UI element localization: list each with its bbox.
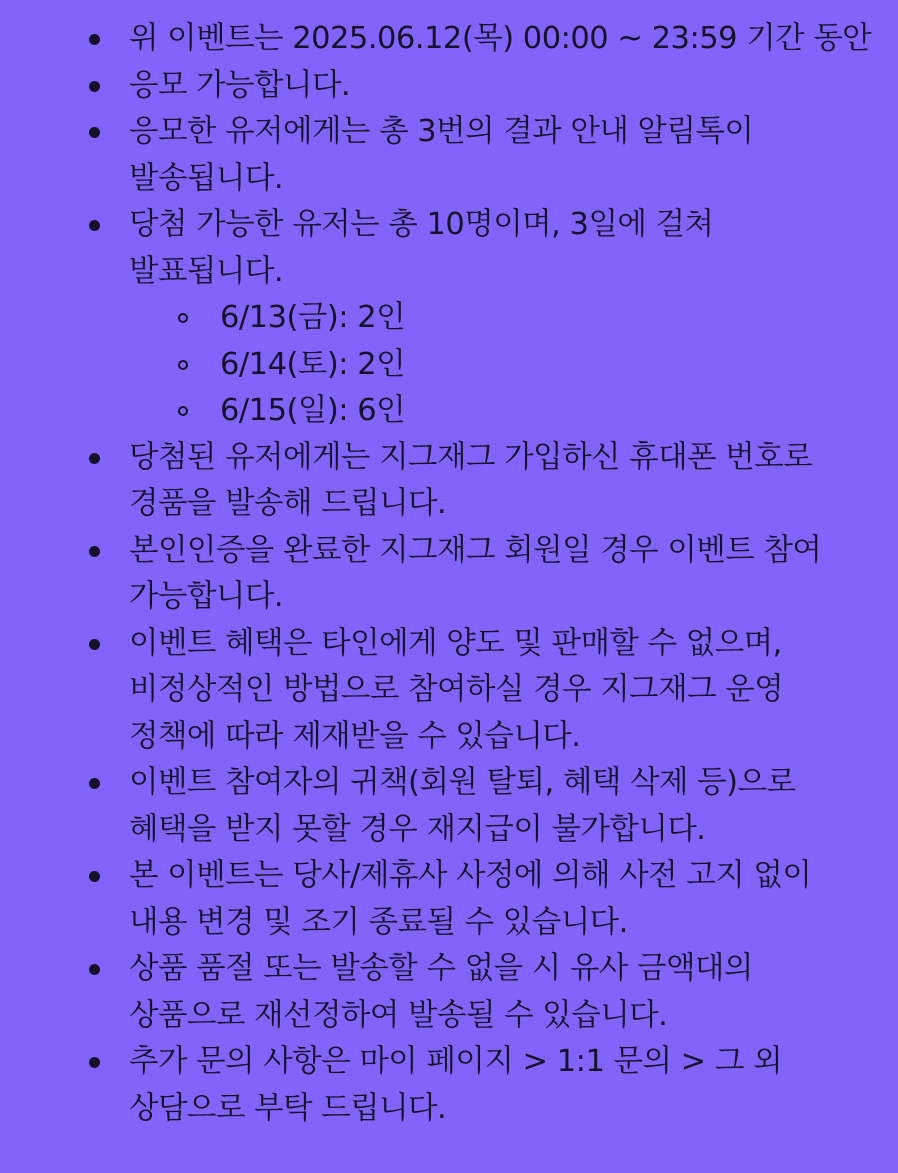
schedule-item: [129, 342, 872, 389]
bullet-dot-icon: [89, 220, 100, 231]
notice-text: 당첨 가능한 유저는 총 10명이며, 3일에 걸쳐 발표됩니다.: [129, 207, 714, 289]
notice-text: 당첨된 유저에게는 지그재그 가입하신 휴대폰 번호로 경품을 발송해 드립니다.: [129, 439, 813, 521]
notice-item-winners: [0, 202, 898, 435]
notice-item-result-alerts: [0, 109, 898, 202]
bullet-dot-icon: [89, 778, 100, 789]
schedule-item: [129, 295, 872, 342]
notice-text: 응모한 유저에게는 총 3번의 결과 안내 알림톡이 발송됩니다.: [129, 114, 754, 196]
notice-item-substitute-prize: [0, 946, 898, 1039]
notice-list: [0, 16, 898, 1132]
bullet-circle-icon: [178, 360, 188, 370]
announcement-schedule: [129, 295, 872, 435]
bullet-dot-icon: [89, 871, 100, 882]
notice-item-period: [0, 16, 898, 63]
bullet-dot-icon: [89, 81, 100, 92]
notice-text: 상품 품절 또는 발송할 수 없을 시 유사 금액대의 상품으로 재선정하여 발송될 수 있습니다.: [129, 951, 753, 1033]
bullet-dot-icon: [89, 453, 100, 464]
schedule-text: 6/14(토): 2인: [220, 346, 406, 382]
notice-text: 본인인증을 완료한 지그재그 회원일 경우 이벤트 참여 가능합니다.: [129, 532, 822, 614]
bullet-circle-icon: [178, 406, 188, 416]
notice-text: 본 이벤트는 당사/제휴사 사정에 의해 사전 고지 없이 내용 변경 및 조기 종료될 수 있습니다.: [129, 858, 812, 940]
notice-item-prize-delivery: [0, 435, 898, 528]
bullet-dot-icon: [89, 964, 100, 975]
notice-text: 이벤트 참여자의 귀책(회원 탈퇴, 혜택 삭제 등)으로 혜택을 받지 못할 경우 재지급이 불가합니다.: [129, 765, 796, 847]
notice-item-change-notice: [0, 853, 898, 946]
notice-text: 이벤트 혜택은 타인에게 양도 및 판매할 수 없으며, 비정상적인 방법으로 참여하실 경우 지그재그 운영 정책에 따라 제재받을 수 있습니다.: [129, 625, 784, 754]
notice-item-non-transferable: [0, 621, 898, 761]
notice-item-verification: [0, 528, 898, 621]
notice-item-entry-available: [0, 63, 898, 110]
schedule-item: [129, 388, 872, 435]
schedule-text: 6/15(일): 6인: [220, 393, 406, 428]
bullet-circle-icon: [178, 313, 188, 323]
notice-text: 추가 문의 사항은 마이 페이지 > 1:1 문의 > 그 외 상담으로 부탁 드립니다.: [129, 1044, 783, 1126]
bullet-dot-icon: [89, 1057, 100, 1068]
notice-text: 위 이벤트는 2025.06.12(목) 00:00 ~ 23:59 기간 동안: [129, 21, 872, 56]
notice-item-inquiry: [0, 1039, 898, 1132]
bullet-dot-icon: [89, 34, 100, 45]
bullet-dot-icon: [89, 127, 100, 138]
notice-text: 응모 가능합니다.: [129, 67, 351, 103]
notice-item-no-reissue: [0, 760, 898, 853]
bullet-dot-icon: [89, 546, 100, 557]
schedule-text: 6/13(금): 2인: [220, 300, 406, 335]
bullet-dot-icon: [89, 639, 100, 650]
